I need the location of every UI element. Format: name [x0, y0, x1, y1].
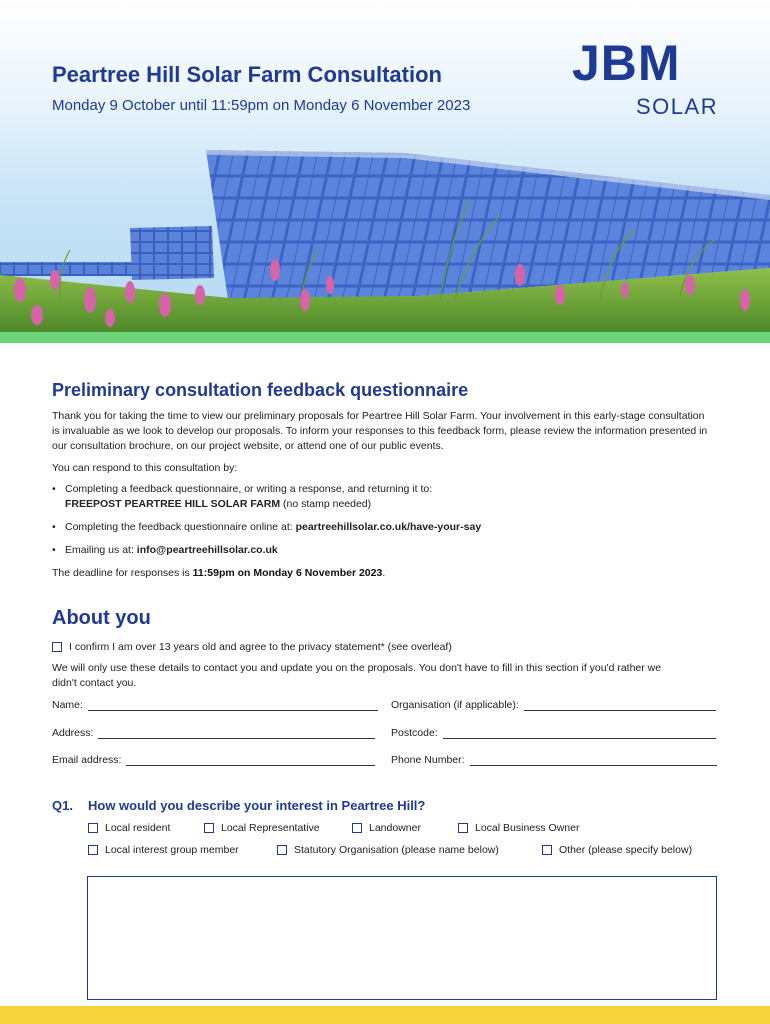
privacy-confirm[interactable]	[52, 641, 452, 653]
email-field[interactable]	[52, 754, 375, 766]
organisation-input-line[interactable]	[524, 699, 716, 711]
postcode-label: Postcode:	[391, 727, 438, 739]
bullet-post: • Completing a feedback questionnaire, or writing a response, and returning it to: FREEPOST PEARTREE HILL SOLAR FARM (no stamp needed)	[52, 483, 433, 510]
option-checkbox[interactable]	[88, 845, 98, 855]
bullet-email-text: Emailing us at:	[65, 544, 134, 556]
option-label: Other (please specify below)	[559, 844, 693, 856]
email-label: Email address:	[52, 754, 122, 766]
email-input-line[interactable]	[126, 754, 375, 766]
option-checkbox[interactable]	[458, 823, 468, 833]
privacy-label: I confirm I am over 13 years old and agree to the privacy statement* (see overleaf)	[69, 641, 452, 653]
about-heading: About you	[52, 607, 151, 629]
logo-solar: SOLAR	[636, 94, 719, 119]
bullet-post-text: Completing a feedback questionnaire, or writing a response, and returning it to:	[65, 483, 433, 495]
q1-number: Q1.	[52, 798, 73, 813]
organisation-label: Organisation (if applicable):	[391, 699, 519, 711]
name-input-line[interactable]	[88, 699, 378, 711]
name-field[interactable]	[52, 699, 378, 711]
hero-banner	[0, 0, 770, 332]
page-title: Peartree Hill Solar Farm Consultation	[52, 62, 442, 87]
respond-intro: You can respond to this consultation by:	[52, 462, 238, 474]
option-landowner[interactable]	[352, 822, 421, 834]
green-divider	[0, 332, 770, 343]
option-checkbox[interactable]	[352, 823, 362, 833]
option-checkbox[interactable]	[277, 845, 287, 855]
bullet-email: • Emailing us at: info@peartreehillsolar.co.uk	[52, 544, 278, 556]
option-local-representative[interactable]	[204, 822, 320, 834]
q1-answer-box[interactable]	[87, 876, 717, 1000]
option-checkbox[interactable]	[542, 845, 552, 855]
yellow-footer-band	[0, 1006, 770, 1024]
website-link[interactable]: peartreehillsolar.co.uk/have-your-say	[295, 521, 482, 533]
option-local-resident[interactable]	[88, 822, 170, 834]
option-statutory-organisation[interactable]	[277, 844, 499, 856]
address-input-line[interactable]	[98, 727, 375, 739]
postcode-field[interactable]	[391, 727, 716, 739]
deadline-value: 11:59pm on Monday 6 November 2023	[192, 567, 383, 579]
option-local-interest-group[interactable]	[88, 844, 239, 856]
deadline-suffix: .	[382, 567, 386, 579]
option-checkbox[interactable]	[88, 823, 98, 833]
phone-field[interactable]	[391, 754, 717, 766]
option-label: Local resident	[105, 822, 171, 834]
address-field[interactable]	[52, 727, 375, 739]
q1-question	[52, 798, 425, 813]
option-label: Landowner	[369, 822, 421, 834]
option-label: Local interest group member	[105, 844, 239, 856]
bullet-online: • Completing the feedback questionnaire online at: peartreehillsolar.co.uk/have-your-say	[52, 521, 482, 533]
option-other[interactable]	[542, 844, 692, 856]
phone-label: Phone Number:	[391, 754, 465, 766]
option-checkbox[interactable]	[204, 823, 214, 833]
bullet-online-text: Completing the feedback questionnaire online at:	[65, 521, 293, 533]
option-label: Local Business Owner	[475, 822, 580, 834]
contact-note: We will only use these details to contact you and update you on the proposals. You don't have to fill in this section if you'd rather we didn't contact you.	[52, 662, 662, 689]
option-label: Statutory Organisation (please name below)	[294, 844, 499, 856]
deadline-text	[52, 566, 712, 581]
privacy-checkbox[interactable]	[52, 642, 62, 652]
freepost-address: FREEPOST PEARTREE HILL SOLAR FARM	[65, 498, 281, 510]
option-local-business-owner[interactable]	[458, 822, 579, 834]
q1-text: How would you describe your interest in Peartree Hill?	[88, 798, 426, 813]
postcode-input-line[interactable]	[443, 727, 716, 739]
option-label: Local Representative	[221, 822, 320, 834]
questionnaire-heading: Preliminary consultation feedback questionnaire	[52, 380, 469, 400]
phone-input-line[interactable]	[470, 754, 717, 766]
organisation-field[interactable]	[391, 699, 716, 711]
email-link[interactable]: info@peartreehillsolar.co.uk	[136, 544, 278, 556]
freepost-note: (no stamp needed)	[283, 498, 372, 510]
address-label: Address:	[52, 727, 94, 739]
logo-jbm: JBM	[572, 35, 681, 91]
name-label: Name:	[52, 699, 83, 711]
deadline-prefix: The deadline for responses is	[52, 567, 190, 579]
consultation-dates: Monday 9 October until 11:59pm on Monday 6 November 2023	[52, 97, 471, 114]
intro-paragraph: Thank you for taking the time to view our preliminary proposals for Peartree Hill Solar Farm. Your involvement in this early-stage consultation is invaluable as we look to develop our proposals. To inform your responses to this feedback form, please review the information presented in our consultation brochure, on our project website, or attend one of our public events.	[52, 410, 708, 452]
